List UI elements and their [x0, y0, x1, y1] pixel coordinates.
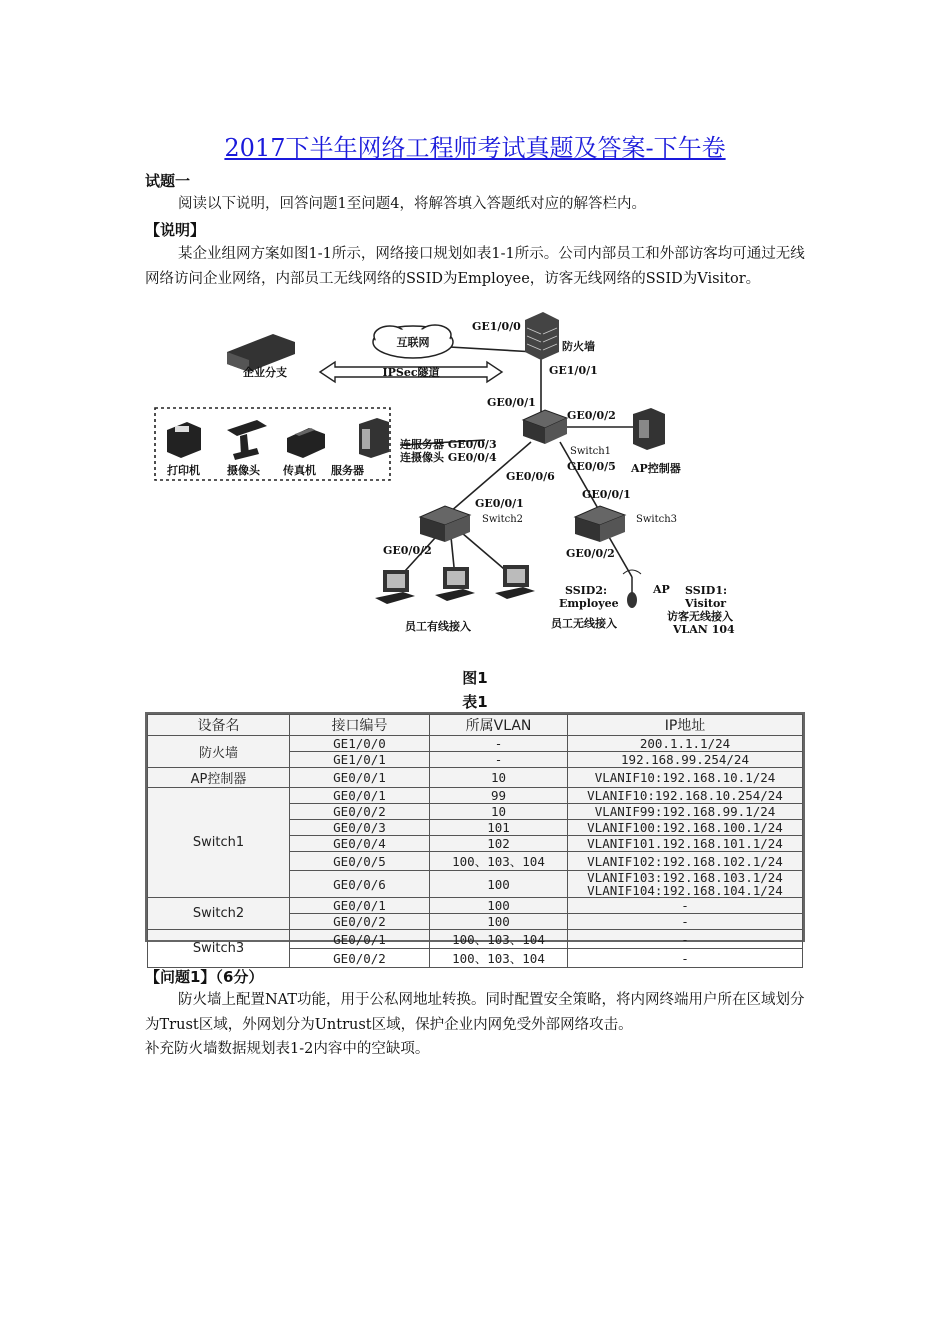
- explain-heading: 【说明】: [145, 221, 206, 239]
- camera-label: 摄像头: [227, 464, 260, 477]
- device-cell: Switch2: [148, 898, 290, 930]
- page-title[interactable]: 2017下半年网络工程师考试真题及答案-下午卷: [224, 134, 726, 162]
- ip-cell: -: [568, 930, 803, 949]
- interface-cell: GE0/0/4: [290, 836, 430, 852]
- vlan-cell: 102: [430, 836, 568, 852]
- table-row: [148, 768, 803, 788]
- ip-cell: VLANIF100:192.168.100.1/24: [568, 820, 803, 836]
- interface-table-wrapper: [145, 712, 805, 966]
- wired-access-label: 员工有线接入: [405, 620, 471, 633]
- sw1-ge006-label: GE0/0/6: [506, 470, 555, 483]
- vlan104-label: VLAN 104: [673, 623, 735, 636]
- sw1-ge001-label: GE0/0/1: [487, 396, 536, 409]
- interface-cell: GE0/0/2: [290, 804, 430, 820]
- ip-line: VLANIF103:192.168.103.1/24: [587, 870, 783, 885]
- sw1-conn-camera-label: 连摄像头 GE0/0/4: [400, 451, 497, 464]
- ap-controller-label: AP控制器: [631, 462, 681, 475]
- fax-label: 传真机: [283, 464, 316, 477]
- ip-line-extra: VLANIF104:192.168.104.1/24: [587, 883, 783, 898]
- explain-text: 某企业组网方案如图1-1所示，网络接口规划如表1-1所示。公司内部员工和外部访客均可通过无线网络访问企业网络，内部员工无线网络的SSID为Employee，访客无线网络的SSID为Visitor。: [145, 246, 805, 287]
- device-cell: AP控制器: [148, 768, 290, 788]
- ip-cell: VLANIF10:192.168.10.1/24: [568, 768, 803, 788]
- intro-text: 阅读以下说明，回答问题1至问题4，将解答填入答题纸对应的解答栏内。: [178, 196, 646, 212]
- vlan-cell: 100、103、104: [430, 852, 568, 871]
- header-ip: IP地址: [568, 715, 803, 736]
- server-icon: [359, 418, 389, 458]
- network-diagram: [145, 312, 807, 642]
- ap-label: AP: [653, 583, 670, 596]
- ssid1-name: Visitor: [685, 597, 727, 610]
- sw2-ge002-label: GE0/0/2: [383, 544, 432, 557]
- table-row: [148, 898, 803, 914]
- branch-label: 企业分支: [243, 366, 287, 379]
- device-cell: Switch3: [148, 930, 290, 968]
- ip-cell: -: [568, 898, 803, 914]
- interface-cell: GE0/0/1: [290, 768, 430, 788]
- ssid1-label: SSID1:: [685, 584, 728, 597]
- table-caption: 表1: [462, 693, 488, 711]
- question1-text: 防火墙上配置NAT功能，用于公私网地址转换。同时配置安全策略，将内网终端用户所在区域划分为Trust区域，外网划分为Untrust区域，保护企业内网免受外部网络攻击。: [145, 992, 805, 1033]
- table-row: [148, 788, 803, 804]
- server-label: 服务器: [331, 464, 364, 477]
- internet-cloud: [373, 325, 453, 358]
- vlan-cell: 100、103、104: [430, 930, 568, 949]
- table-row: [148, 736, 803, 752]
- header-device: 设备名: [148, 715, 290, 736]
- switch3-label: Switch3: [636, 514, 678, 525]
- sw2-ge001-label: GE0/0/1: [475, 497, 524, 510]
- figure-caption: 图1: [462, 669, 488, 687]
- sw1-ge002-label: GE0/0/2: [567, 409, 616, 422]
- vlan-cell: 100: [430, 898, 568, 914]
- interface-cell: GE0/0/1: [290, 898, 430, 914]
- ssid2-label: SSID2:: [565, 584, 608, 597]
- vlan-cell: 100: [430, 871, 568, 898]
- sw1-ge005-label: GE0/0/5: [567, 460, 616, 473]
- question1-text-2: 补充防火墙数据规划表1-2内容中的空缺项。: [145, 1041, 430, 1057]
- ip-cell: VLANIF10:192.168.10.254/24: [568, 788, 803, 804]
- sw1-conn-server-label: 连服务器 GE0/0/3: [400, 438, 497, 451]
- switch1-label: Switch1: [570, 446, 612, 457]
- ip-cell: [568, 871, 803, 898]
- interface-cell: GE0/0/3: [290, 820, 430, 836]
- fw-ge100-label: GE1/0/0: [472, 320, 521, 333]
- header-interface: 接口编号: [290, 715, 430, 736]
- sw3-ge002-label: GE0/0/2: [566, 547, 615, 560]
- ip-cell: VLANIF99:192.168.99.1/24: [568, 804, 803, 820]
- ip-cell: VLANIF102:192.168.102.1/24: [568, 852, 803, 871]
- vlan-cell: 99: [430, 788, 568, 804]
- interface-cell: GE1/0/1: [290, 752, 430, 768]
- section-heading: 试题一: [145, 172, 191, 190]
- wireless-access-label: 员工无线接入: [551, 617, 617, 630]
- vlan-cell: -: [430, 736, 568, 752]
- interface-table: [147, 714, 803, 968]
- ipsec-label: IPSec隧道: [382, 366, 440, 379]
- fw-ge101-label: GE1/0/1: [549, 364, 598, 377]
- interface-cell: GE0/0/2: [290, 914, 430, 930]
- device-cell: 防火墙: [148, 736, 290, 768]
- ip-cell: -: [568, 914, 803, 930]
- vlan-cell: -: [430, 752, 568, 768]
- table-row: [148, 930, 803, 949]
- header-vlan: 所属VLAN: [430, 715, 568, 736]
- ip-cell: 192.168.99.254/24: [568, 752, 803, 768]
- ip-cell: VLANIF101.192.168.101.1/24: [568, 836, 803, 852]
- vlan-cell: 100、103、104: [430, 949, 568, 968]
- vlan-cell: 100: [430, 914, 568, 930]
- internet-label: 互联网: [396, 336, 430, 349]
- printer-label: 打印机: [167, 464, 200, 477]
- interface-cell: GE0/0/5: [290, 852, 430, 871]
- interface-cell: GE0/0/2: [290, 949, 430, 968]
- vlan-cell: 10: [430, 768, 568, 788]
- switch2-label: Switch2: [482, 514, 524, 525]
- ssid2-name: Employee: [559, 597, 619, 610]
- interface-cell: GE1/0/0: [290, 736, 430, 752]
- ip-cell: 200.1.1.1/24: [568, 736, 803, 752]
- interface-cell: GE0/0/1: [290, 788, 430, 804]
- visitor-access-label: 访客无线接入: [667, 610, 733, 623]
- vlan-cell: 10: [430, 804, 568, 820]
- interface-cell: GE0/0/6: [290, 871, 430, 898]
- ip-cell: -: [568, 949, 803, 968]
- firewall-label: 防火墙: [562, 340, 595, 353]
- device-cell: Switch1: [148, 788, 290, 898]
- interface-cell: GE0/0/1: [290, 930, 430, 949]
- table-header-row: [148, 715, 803, 736]
- sw3-ge001-label: GE0/0/1: [582, 488, 631, 501]
- question1-heading: 【问题1】（6分）: [145, 968, 264, 986]
- vlan-cell: 101: [430, 820, 568, 836]
